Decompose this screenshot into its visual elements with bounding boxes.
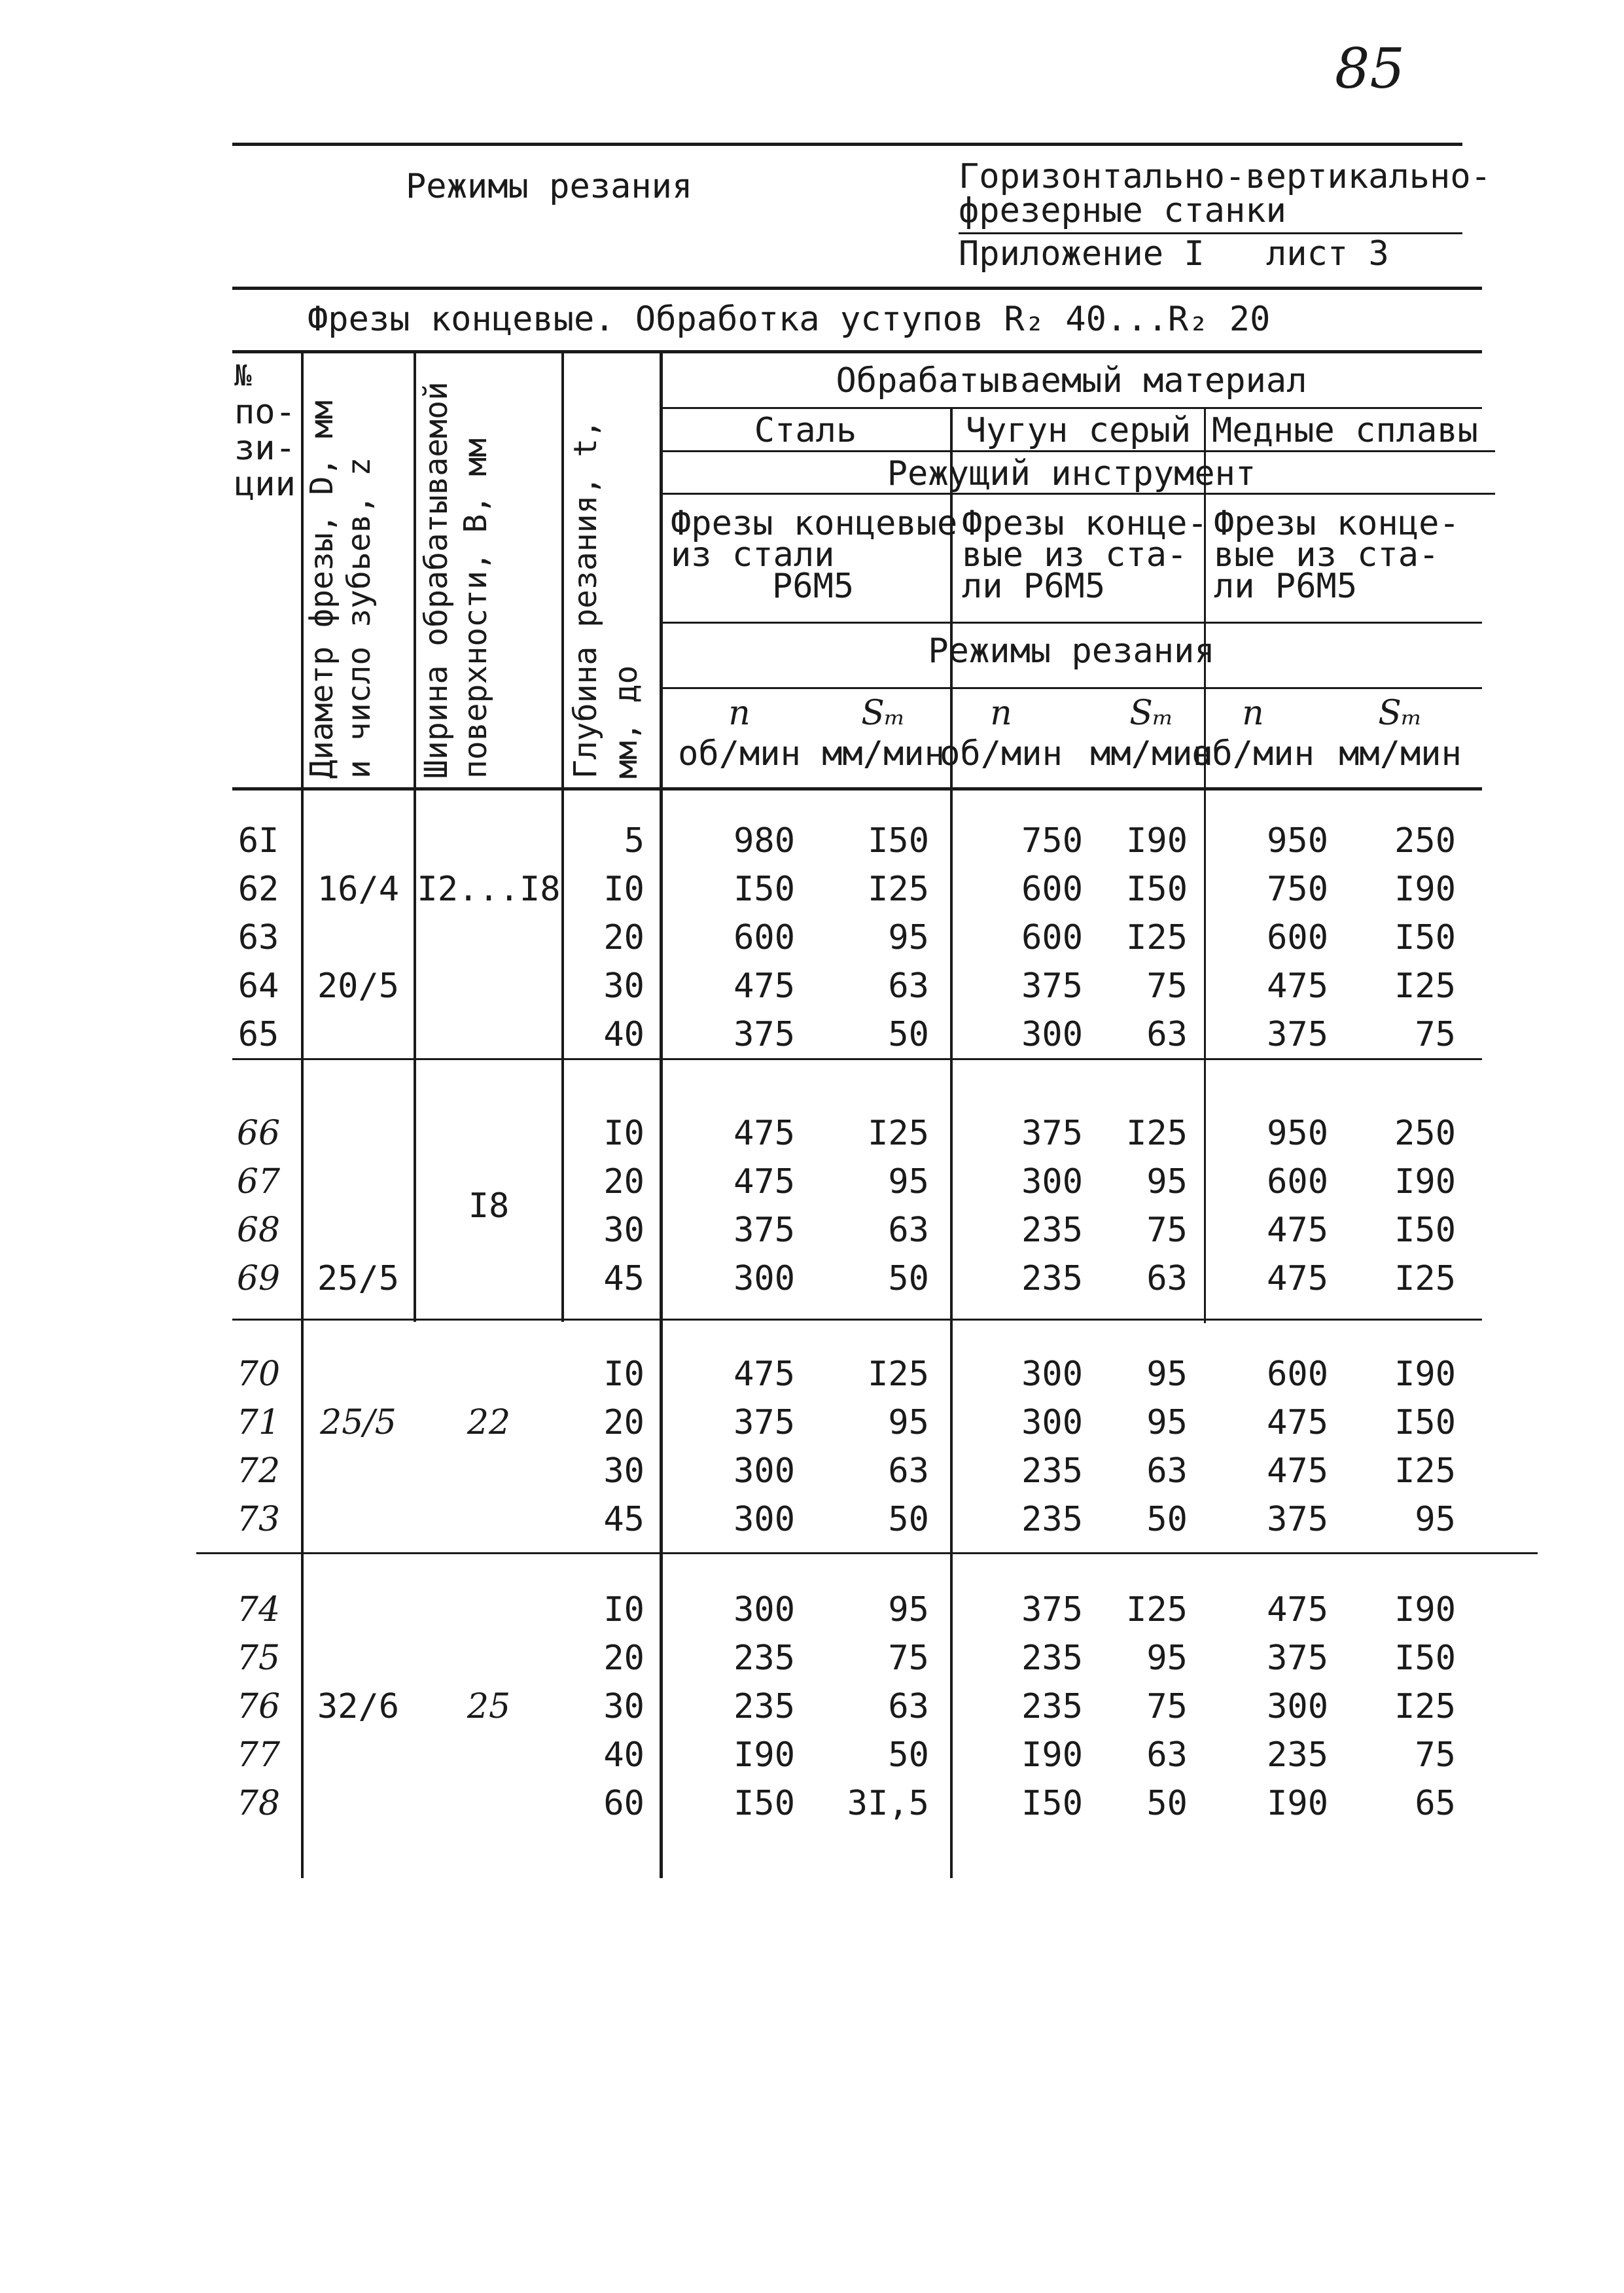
position-number: 76: [236, 1687, 281, 1726]
table-cell: 95: [888, 1403, 929, 1442]
table-cell: I90: [1394, 1162, 1456, 1201]
table-cell: I0: [603, 1355, 644, 1394]
position-number: 65: [238, 1015, 279, 1054]
surface-width: 25: [467, 1687, 511, 1726]
table-cell: 600: [1267, 1162, 1328, 1201]
table-cell: 475: [1267, 1211, 1328, 1250]
table-cell: 235: [1021, 1211, 1083, 1250]
table-cell: 63: [1146, 1451, 1188, 1491]
table-cell: I90: [1394, 1590, 1456, 1629]
table-cell: I25: [1126, 918, 1188, 957]
table-cell: 375: [1267, 1639, 1328, 1678]
s-symbol: Sₘ: [861, 694, 906, 733]
table-cell: I90: [1267, 1784, 1328, 1823]
table-cell: I50: [1394, 1211, 1456, 1250]
table-cell: 300: [733, 1500, 795, 1539]
col-width-l1: Ширина обрабатываемой: [418, 382, 455, 779]
col-position-l3: зи-: [234, 429, 296, 468]
table-cell: I25: [1126, 1590, 1188, 1629]
n-symbol: n: [990, 694, 1012, 733]
n-symbol: n: [728, 694, 750, 733]
table-cell: 20: [603, 1162, 644, 1201]
table-cell: I0: [603, 870, 644, 909]
table-cell: 235: [733, 1639, 795, 1678]
header-body-rule: [232, 787, 1482, 791]
surface-width: I2...I8: [417, 870, 561, 909]
table-cell: 63: [1146, 1015, 1188, 1054]
diameter-teeth: 32/6: [317, 1687, 400, 1726]
table-cell: 45: [603, 1500, 644, 1539]
table-cell: 375: [1267, 1500, 1328, 1539]
table-cell: 235: [1021, 1639, 1083, 1678]
table-cell: 235: [1021, 1500, 1083, 1539]
table-cell: 300: [733, 1590, 795, 1629]
table-cell: 250: [1394, 821, 1456, 861]
position-number: 72: [236, 1451, 281, 1491]
table-cell: 40: [603, 1015, 644, 1054]
table-cell: 75: [1415, 1735, 1456, 1775]
table-cell: I25: [868, 1114, 929, 1153]
table-cell: 300: [733, 1259, 795, 1298]
table-cell: 50: [888, 1015, 929, 1054]
surface-width: 22: [467, 1403, 511, 1442]
table-cell: I90: [1021, 1735, 1083, 1775]
material-steel: Сталь: [754, 411, 857, 450]
table-cell: 95: [888, 918, 929, 957]
table-cell: 950: [1267, 821, 1328, 861]
units-rule: [661, 687, 1482, 689]
position-number: 67: [236, 1162, 281, 1201]
table-cell: I90: [1394, 1355, 1456, 1394]
table-cell: 235: [1267, 1735, 1328, 1775]
table-cell: 30: [603, 1211, 644, 1250]
table-cell: 3I,5: [847, 1784, 929, 1823]
position-number: 73: [236, 1500, 281, 1539]
page-number: 85: [1335, 37, 1405, 101]
table-cell: 235: [1021, 1451, 1083, 1491]
tool-copper-l2: вые из ста-: [1214, 535, 1439, 575]
table-top-rule: [232, 350, 1482, 353]
position-number: 63: [238, 918, 279, 957]
table-cell: I50: [733, 870, 795, 909]
table-cell: 95: [888, 1590, 929, 1629]
tool-iron-l1: Фрезы конце-: [962, 504, 1208, 543]
table-cell: 60: [603, 1784, 644, 1823]
table-cell: I25: [1394, 1451, 1456, 1491]
table-cell: 475: [733, 1162, 795, 1201]
header-left-title: Режимы резания: [406, 167, 693, 206]
group3-rule: [196, 1552, 1538, 1554]
table-cell: 20: [603, 1403, 644, 1442]
sheet-label: лист 3: [1266, 234, 1389, 274]
table-cell: 375: [1021, 1114, 1083, 1153]
table-cell: 63: [888, 1687, 929, 1726]
table-cell: 50: [1146, 1784, 1188, 1823]
diameter-teeth: 25/5: [320, 1403, 397, 1442]
position-number: 78: [236, 1784, 281, 1823]
table-cell: 475: [1267, 1451, 1328, 1491]
s-symbol: Sₘ: [1129, 694, 1174, 733]
table-cell: 375: [733, 1211, 795, 1250]
table-cell: 20: [603, 918, 644, 957]
group2-rule: [232, 1319, 1482, 1321]
col-depth-l2: мм, до: [608, 665, 644, 779]
table-cell: 40: [603, 1735, 644, 1775]
table-cell: 75: [1146, 967, 1188, 1006]
col-depth-l1: Глубина резания, t,: [567, 419, 604, 779]
table-cell: 600: [1267, 918, 1328, 957]
table-cell: I25: [1126, 1114, 1188, 1153]
position-number: 62: [238, 870, 279, 909]
table-cell: 475: [1267, 1590, 1328, 1629]
table-cell: I90: [1126, 821, 1188, 861]
table-cell: 475: [733, 1355, 795, 1394]
header-bottom-rule: [232, 287, 1482, 290]
material-cast-iron: Чугун серый: [965, 411, 1192, 450]
table-cell: 950: [1267, 1114, 1328, 1153]
n-unit: об/мин: [1192, 734, 1315, 773]
table-cell: 750: [1267, 870, 1328, 909]
s-unit: мм/мин: [1339, 734, 1462, 773]
table-cell: 375: [1267, 1015, 1328, 1054]
table-cell: 30: [603, 1687, 644, 1726]
table-cell: I90: [733, 1735, 795, 1775]
table-cell: 63: [888, 1211, 929, 1250]
table-cell: 75: [1415, 1015, 1456, 1054]
table-cell: I50: [1394, 918, 1456, 957]
table-cell: 63: [888, 1451, 929, 1491]
table-cell: 20: [603, 1639, 644, 1678]
table-cell: 30: [603, 1451, 644, 1491]
position-number: 68: [236, 1211, 281, 1250]
table-cell: 300: [1021, 1355, 1083, 1394]
table-cell: 95: [1146, 1639, 1188, 1678]
table-cell: I25: [1394, 1687, 1456, 1726]
col-diameter-l2: и число зубьев, z: [341, 457, 378, 779]
table-cell: 95: [1146, 1162, 1188, 1201]
table-cell: I50: [733, 1784, 795, 1823]
n-symbol: n: [1242, 694, 1264, 733]
table-cell: I50: [1394, 1403, 1456, 1442]
table-cell: 475: [1267, 1403, 1328, 1442]
table-cell: 63: [1146, 1259, 1188, 1298]
table-cell: I50: [1021, 1784, 1083, 1823]
table-cell: 300: [1267, 1687, 1328, 1726]
diameter-teeth: 16/4: [317, 870, 400, 909]
tool-iron-l3: ли Р6М5: [962, 567, 1106, 606]
tool-copper-l1: Фрезы конце-: [1214, 504, 1460, 543]
col-width-l2: поверхности, B, мм: [457, 438, 494, 779]
surface-width: I8: [468, 1186, 510, 1226]
table-cell: 600: [1021, 918, 1083, 957]
table-subtitle: Фрезы концевые. Обработка уступов R₂ 40...R₂ 20: [308, 300, 1271, 339]
table-cell: 235: [733, 1687, 795, 1726]
group1-rule: [232, 1058, 1482, 1060]
table-cell: 5: [624, 821, 644, 861]
table-cell: 95: [888, 1162, 929, 1201]
table-cell: 63: [1146, 1735, 1188, 1775]
position-number: 69: [236, 1259, 281, 1298]
s-unit: мм/мин: [1090, 734, 1213, 773]
table-cell: I25: [868, 870, 929, 909]
table-cell: I25: [1394, 1259, 1456, 1298]
position-number: 64: [238, 967, 279, 1006]
table-cell: 63: [888, 967, 929, 1006]
table-cell: I0: [603, 1114, 644, 1153]
table-cell: 300: [733, 1451, 795, 1491]
table-cell: 50: [888, 1500, 929, 1539]
table-cell: 375: [1021, 1590, 1083, 1629]
modes-header: Режимы резания: [928, 631, 1215, 671]
table-cell: 250: [1394, 1114, 1456, 1153]
table-cell: I50: [868, 821, 929, 861]
header-top-rule: [232, 143, 1462, 146]
table-cell: I50: [1126, 870, 1188, 909]
position-number: 75: [236, 1639, 281, 1678]
table-cell: 750: [1021, 821, 1083, 861]
table-cell: 65: [1415, 1784, 1456, 1823]
table-cell: 235: [1021, 1259, 1083, 1298]
diameter-teeth: 25/5: [317, 1259, 400, 1298]
table-cell: 600: [1021, 870, 1083, 909]
table-cell: 300: [1021, 1162, 1083, 1201]
table-cell: 50: [888, 1735, 929, 1775]
tool-steel-l1: Фрезы концевые: [671, 504, 958, 543]
tool-steel-l3: Р6М5: [772, 567, 855, 606]
s-unit: мм/мин: [822, 734, 945, 773]
appendix-label: Приложение I: [959, 234, 1205, 274]
col-divider-4: [660, 350, 663, 1878]
tool-header: Режущий инструмент: [887, 454, 1256, 493]
table-cell: 50: [1146, 1500, 1188, 1539]
col-divider-2: [414, 350, 416, 1322]
table-cell: I50: [1394, 1639, 1456, 1678]
tool-iron-l2: вые из ста-: [962, 535, 1188, 575]
table-cell: I25: [1394, 967, 1456, 1006]
table-cell: 600: [1267, 1355, 1328, 1394]
position-number: 6I: [238, 821, 279, 861]
table-cell: 980: [733, 821, 795, 861]
table-cell: 95: [1146, 1355, 1188, 1394]
tools-header-rule: [661, 450, 1495, 452]
materials-rule: [661, 407, 1482, 409]
s-symbol: Sₘ: [1378, 694, 1422, 733]
table-cell: I90: [1394, 870, 1456, 909]
table-cell: I25: [868, 1355, 929, 1394]
material-header: Обрабатываемый материал: [836, 361, 1307, 400]
table-cell: 375: [1021, 967, 1083, 1006]
header-right-title-line2: фрезерные станки: [959, 191, 1286, 230]
table-cell: 475: [733, 1114, 795, 1153]
table-cell: 300: [1021, 1403, 1083, 1442]
table-cell: 95: [1415, 1500, 1456, 1539]
table-cell: 75: [1146, 1211, 1188, 1250]
col-position-l1: №: [234, 359, 252, 393]
table-cell: 375: [733, 1403, 795, 1442]
table-cell: 95: [1146, 1403, 1188, 1442]
table-cell: 475: [1267, 967, 1328, 1006]
material-copper: Медные сплавы: [1212, 411, 1478, 450]
table-cell: 50: [888, 1259, 929, 1298]
position-number: 66: [236, 1114, 281, 1153]
table-cell: 475: [1267, 1259, 1328, 1298]
table-cell: I0: [603, 1590, 644, 1629]
table-cell: 235: [1021, 1687, 1083, 1726]
n-unit: об/мин: [678, 734, 801, 773]
position-number: 70: [236, 1355, 281, 1394]
diameter-teeth: 20/5: [317, 967, 400, 1006]
table-cell: 475: [733, 967, 795, 1006]
modes-rule: [661, 622, 1482, 624]
table-cell: 75: [888, 1639, 929, 1678]
table-cell: 300: [1021, 1015, 1083, 1054]
n-unit: об/мин: [940, 734, 1063, 773]
table-cell: 600: [733, 918, 795, 957]
col-position-l2: по-: [234, 393, 296, 432]
tool-steel-l2: из стали: [671, 535, 835, 575]
col-position-l4: ции: [234, 465, 296, 504]
col-diameter-l1: Диаметр фрезы, D, мм: [304, 400, 340, 779]
table-cell: 30: [603, 967, 644, 1006]
table-cell: 45: [603, 1259, 644, 1298]
position-number: 74: [236, 1590, 281, 1629]
tool-copper-l3: ли Р6М5: [1214, 567, 1358, 606]
table-cell: 75: [1146, 1687, 1188, 1726]
header-right-title-line1: Горизонтально-вертикально-: [959, 157, 1491, 196]
position-number: 77: [236, 1735, 281, 1775]
table-cell: 375: [733, 1015, 795, 1054]
position-number: 71: [236, 1403, 281, 1442]
